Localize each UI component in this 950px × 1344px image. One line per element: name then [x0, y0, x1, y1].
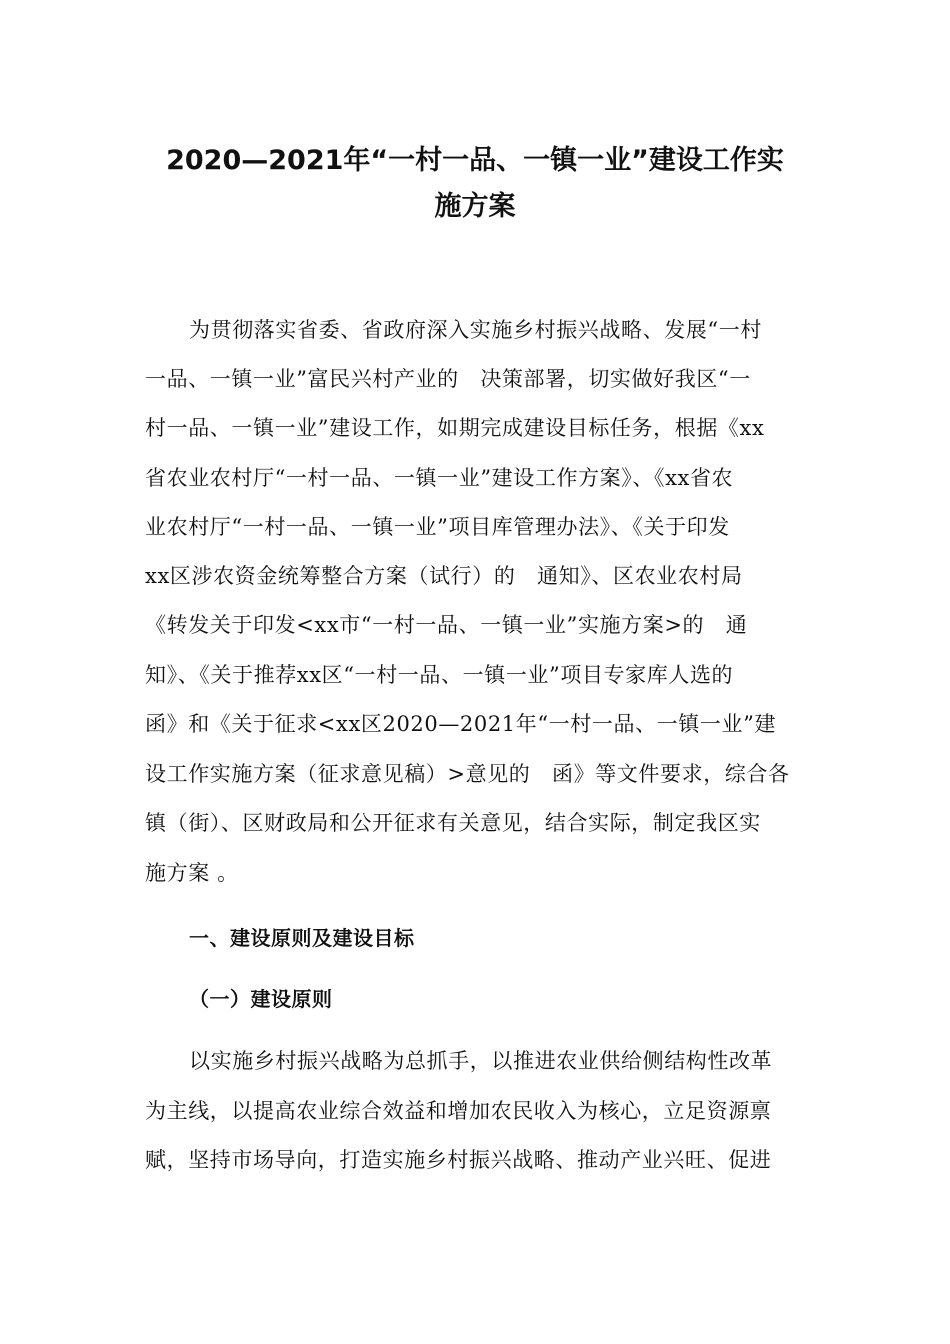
principle-paragraph-line: 以实施乡村振兴战略为总抓手，以推进农业供给侧结构性改革: [189, 1049, 773, 1073]
principle-paragraph-line: 为主线，以提高农业综合效益和增加农民收入为核心，立足资源禀: [145, 1099, 772, 1123]
intro-paragraph-line: 设工作实施方案（征求意见稿）>意见的 函》等文件要求，综合各: [145, 762, 790, 786]
intro-paragraph-line: 函》和《关于征求<xx区2020—2021年“一村一品、一镇一业”建: [145, 712, 777, 736]
intro-paragraph-line: 村一品、一镇一业”建设工作，如期完成建设目标任务，根据《xx: [145, 416, 765, 440]
intro-paragraph-line: 《转发关于印发<xx市“一村一品、一镇一业”实施方案>的 通: [145, 613, 748, 637]
document-title-line-1: 2020—2021年“一村一品、一镇一业”建设工作实: [166, 145, 784, 176]
intro-paragraph-line: 一品、一镇一业”富民兴村产业的 决策部署，切实做好我区“一: [145, 367, 751, 391]
subsection-heading: （一）建设原则: [189, 987, 333, 1011]
intro-paragraph-line: 镇（街）、区财政局和公开征求有关意见，结合实际，制定我区实: [145, 811, 761, 835]
section-heading: 一、建设原则及建设目标: [189, 926, 415, 950]
intro-paragraph-line: 施方案 。: [145, 861, 239, 885]
intro-paragraph-line: 业农村厅“一村一品、一镇一业”项目库管理办法》、《关于印发: [145, 515, 730, 539]
principle-paragraph-line: 赋，坚持市场导向，打造实施乡村振兴战略、推动产业兴旺、促进: [145, 1148, 772, 1172]
intro-paragraph-line: 省农业农村厅“一村一品、一镇一业”建设工作方案》、《xx省农: [145, 466, 734, 490]
document-title-line-2: 施方案: [434, 191, 516, 222]
intro-paragraph-line: xx区涉农资金统筹整合方案（试行）的 通知》、区农业农村局: [145, 564, 743, 588]
intro-paragraph-line: 知》、《关于推荐xx区“一村一品、一镇一业”项目专家库人选的: [145, 663, 734, 687]
intro-paragraph-line: 为贯彻落实省委、省政府深入实施乡村振兴战略、发展“一村: [189, 318, 762, 342]
